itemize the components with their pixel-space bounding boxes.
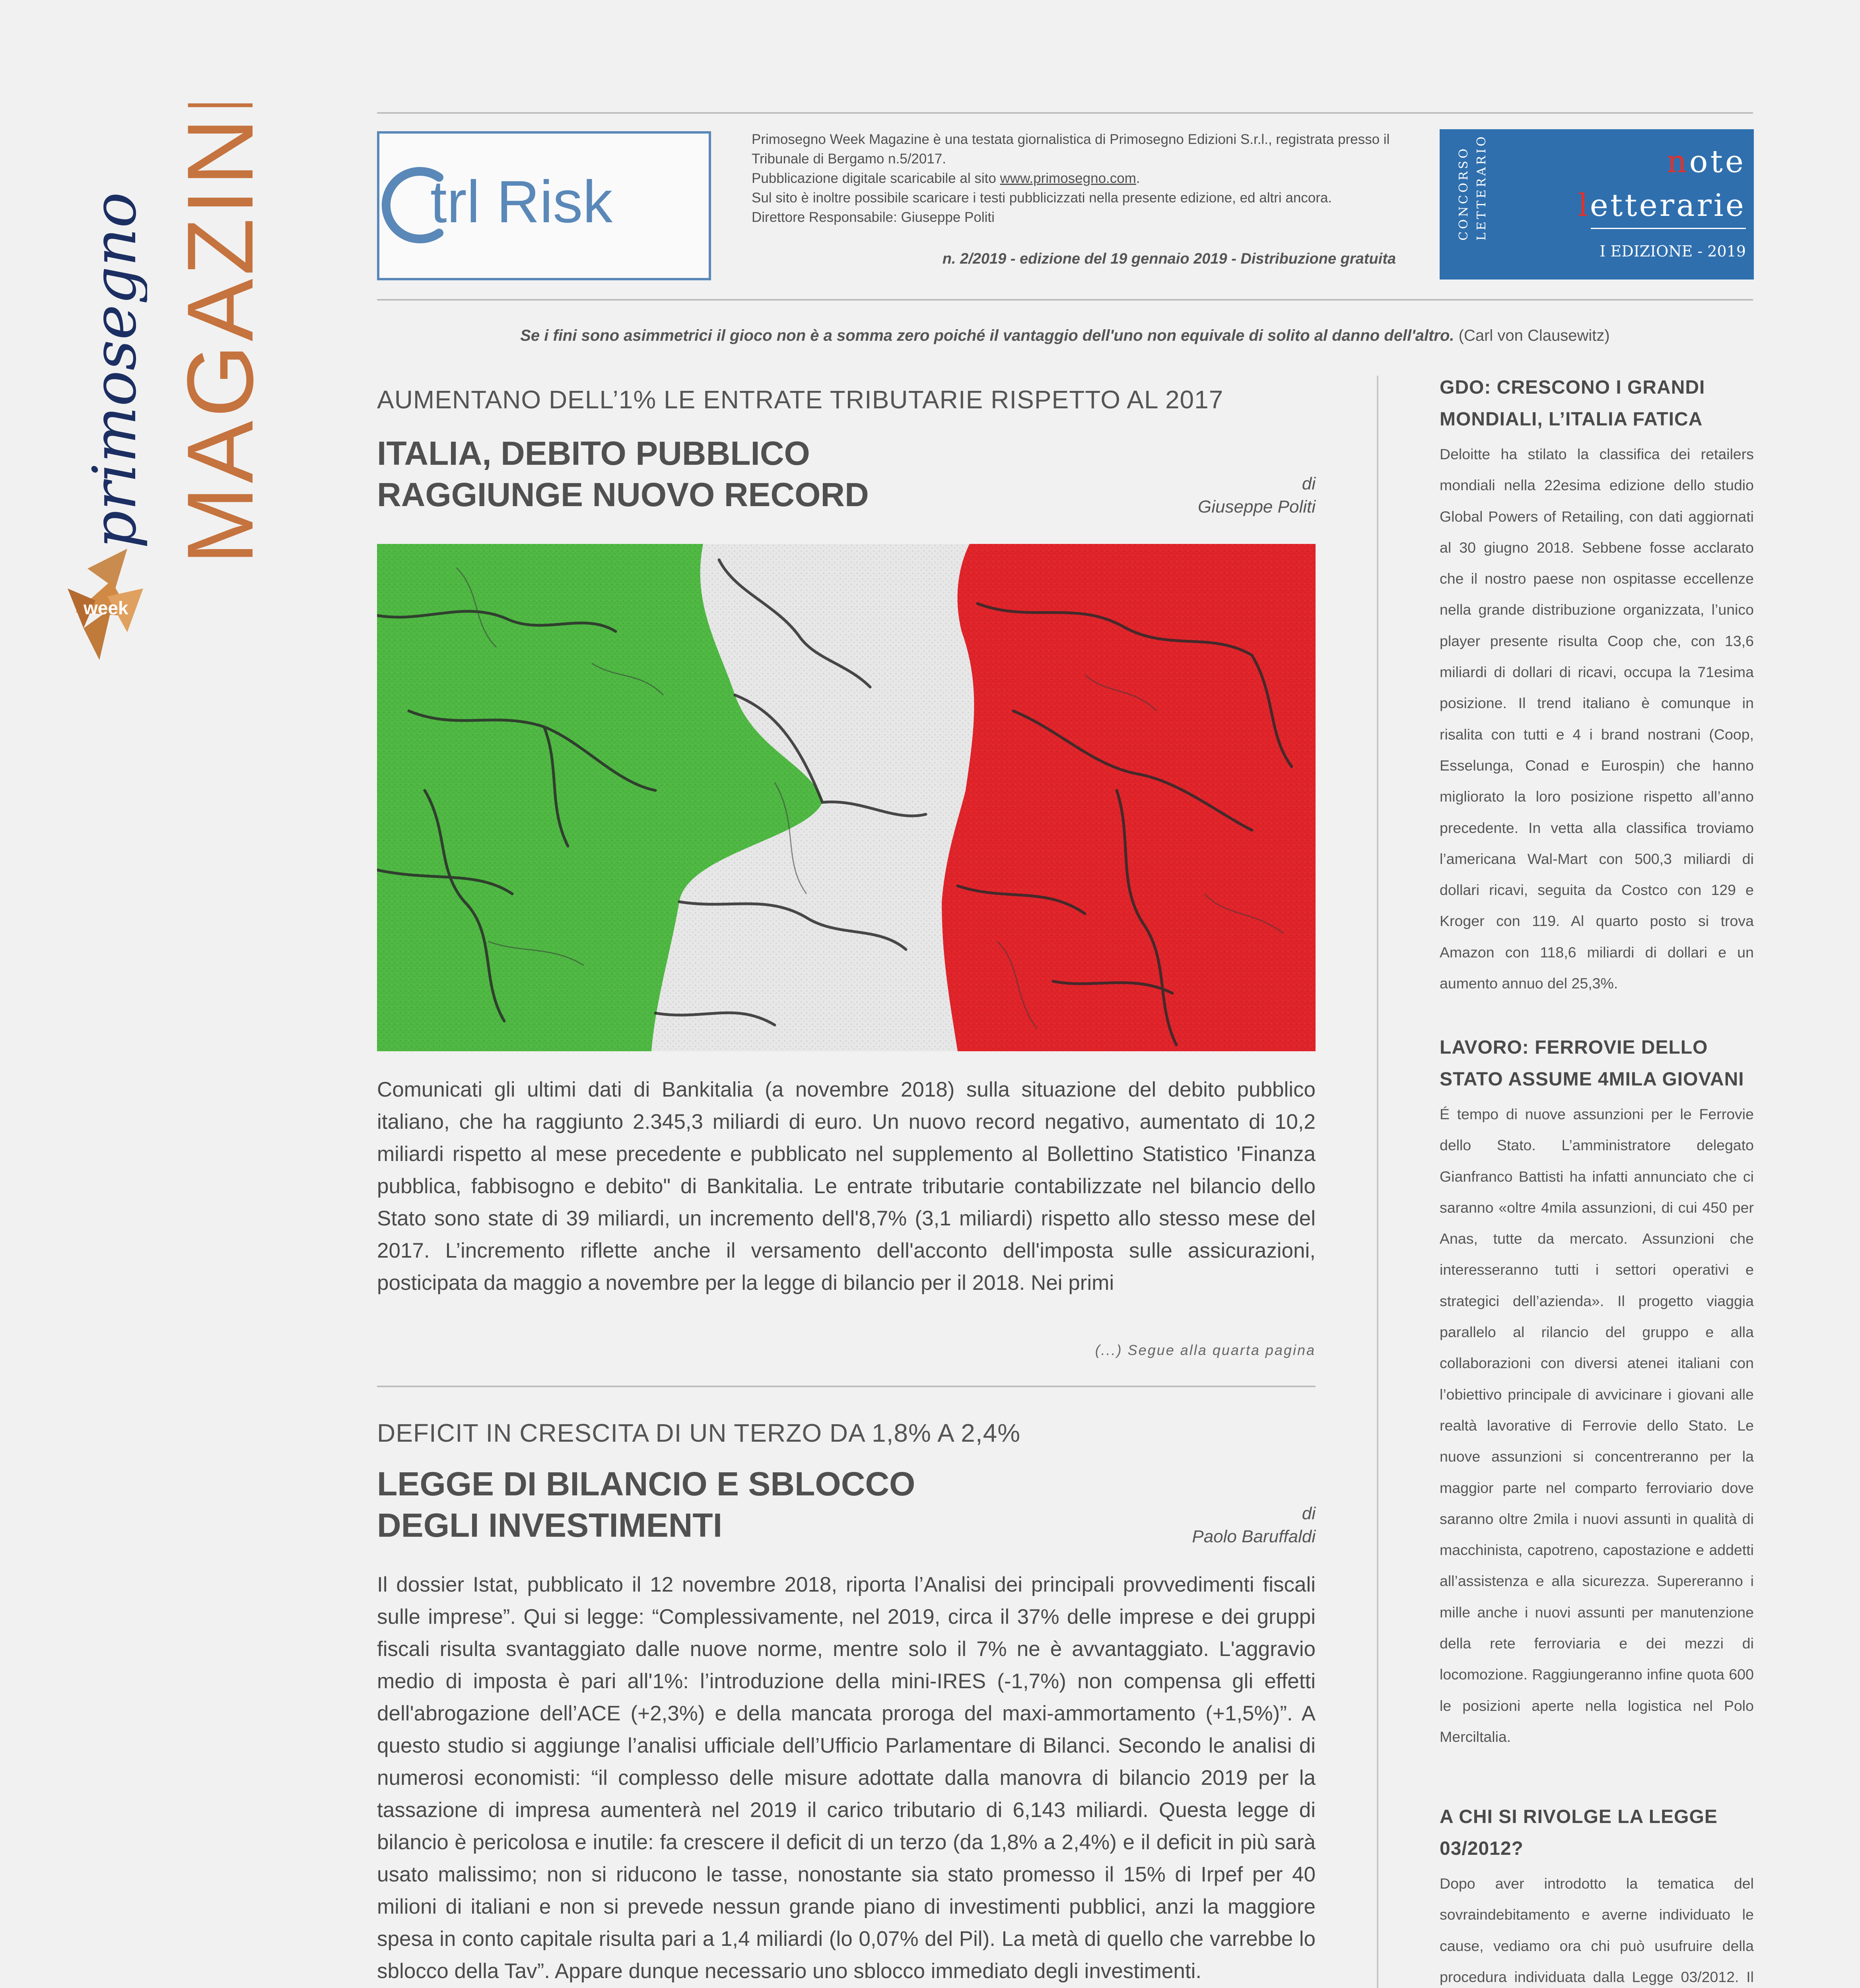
sidebar-article-ferrovie	[1440, 1032, 1754, 1752]
article2-byline: di Paolo Baruffaldi	[1074, 1502, 1316, 1548]
italy-flag-image	[377, 544, 1316, 1051]
pub-registration: Primosegno Week Magazine è una testata giornalistica di Primosegno Edizioni S.r.l., registrata presso il Tribunale di Bergamo n.5/2017.	[752, 132, 1390, 167]
article1-author: Giuseppe Politi	[1198, 497, 1316, 516]
svg-text:CONCORSO: CONCORSO	[1457, 146, 1471, 241]
article1-title[interactable]: ITALIA, DEBITO PUBBLICO RAGGIUNGE NUOVO RECORD	[377, 435, 869, 513]
magazine-text: MAGAZINE	[168, 103, 270, 565]
sidebar-gdo-body: Deloitte ha stilato la classifica dei retailers mondiali nella 22esima edizione dello studio Global Powers of Retailing, con dati aggiornati al 30 giugno 2018. Sebbene fosse acclarato che il nostro paese non ospitasse eccellenze nella grande distribuzione organizzata, l’unico player presente risulta Coop che, con 13,6 miliardi di dollari di ricavi, occupa la 71esima posizione. Il trend italiano è comunque in risalita con tutti e 4 i brand nostrani (Coop, Esselunga, Conad e Eurospin) che hanno migliorato la loro posizione rispetto all’anno precedente. In vetta alla classifica troviamo l’americana Wal-Mart con 500,3 miliardi di dollari ricavi, seguita da Costco con 129 e Kroger con 119. Al quarto posto si trova Amazon con 118,6 miliardi di dollari e un aumento annuo del 25,3%.	[1440, 446, 1754, 992]
column-divider	[1377, 376, 1378, 1988]
header-top-rule	[377, 112, 1753, 114]
pub-website-link[interactable]: www.primosegno.com	[1000, 171, 1136, 186]
sidebar-gdo-title[interactable]: GDO: CRESCONO I GRANDI MONDIALI, L’ITALIA FATICA	[1440, 377, 1705, 430]
pub-director: Direttore Responsabile: Giuseppe Politi	[752, 210, 995, 225]
article1-continue-link[interactable]: (...) Segue alla quarta pagina	[1095, 1342, 1316, 1358]
primosegno-logo	[60, 167, 147, 664]
header-bottom-rule	[377, 299, 1753, 301]
svg-text:letterarie: letterarie	[1578, 188, 1746, 223]
pub-download-text: Pubblicazione digitale scaricabile al sito	[752, 171, 996, 186]
article1-divider	[377, 1386, 1316, 1387]
pub-download-note: Sul sito è inoltre possibile scaricare i testi pubblicizzati nella presente edizione, ed altri ancora.	[752, 190, 1332, 206]
article1-byline: di Giuseppe Politi	[1074, 472, 1316, 518]
article2-title[interactable]: LEGGE DI BILANCIO E SBLOCCO DEGLI INVESTIMENTI	[377, 1465, 915, 1544]
article1-body: Comunicati gli ultimi dati di Bankitalia (a novembre 2018) sulla situazione del debito pubblico italiano, che ha raggiunto 2.345,3 miliardi di euro. Un nuovo record negativo, aumentato di 10,2 miliardi rispetto al mese precedente e pubblicato nel supplemento al Bollettino Statistico 'Finanza pubblica, fabbisogno e debito" di Bankitalia. Le entrate tributarie contabilizzate nel bilancio dello Stato sono state di 39 miliardi, un incremento dell'8,7% (3,1 miliardi) rispetto allo stesso mese del 2017. L’incremento riflette anche il versamento dell'acconto dell'imposta sulle assicurazioni, posticipata da maggio a novembre per la legge di bilancio per il 2018. Nei primi	[377, 1078, 1316, 1295]
ctrl-risk-logo	[377, 131, 711, 280]
sidebar-article-gdo	[1440, 372, 1754, 999]
issue-line: n. 2/2019 - edizione del 19 gennaio 2019 - Distribuzione gratuita	[942, 250, 1396, 267]
magazine-wordmark	[159, 103, 270, 580]
logo-text: trl Risk	[430, 168, 613, 235]
sidebar-article-legge	[1440, 1801, 1754, 1988]
sidebar-legge-title[interactable]: A CHI SI RIVOLGE LA LEGGE 03/2012?	[1440, 1806, 1718, 1859]
publication-info: Primosegno Week Magazine è una testata giornalistica di Primosegno Edizioni S.r.l., registrata presso il Tribunale di Bergamo n.5/2017. Pubblicazione digitale scaricabile al sito www.primosegno.com. Sul sito è inoltre possibile scaricare i testi pubblicizzati nella presente edizione, ed altri ancora. Direttore Responsabile: Giuseppe Politi	[752, 130, 1404, 227]
svg-text:I EDIZIONE - 2019: I EDIZIONE - 2019	[1600, 243, 1746, 260]
concorso-letterario-badge[interactable]	[1440, 129, 1754, 280]
sidebar-ferrovie-title[interactable]: LAVORO: FERROVIE DELLO STATO ASSUME 4MILA GIOVANI	[1440, 1037, 1744, 1090]
article2-kicker: DEFICIT IN CRESCITA DI UN TERZO DA 1,8% A 2,4%	[377, 1419, 1020, 1447]
sidebar-legge-body: Dopo aver introdotto la tematica del sovraindebitamento e averne individuato le cause, vediamo ora chi può usufruire della procedura individuata dalla Legge 03/2012. Il	[1440, 1875, 1754, 1985]
article2-author: Paolo Baruffaldi	[1192, 1527, 1316, 1546]
sidebar-ferrovie-body: É tempo di nuove assunzioni per le Ferrovie dello Stato. L’amministratore delegato Gianfranco Battisti ha infatti annunciato che ci saranno «oltre 4mila assunzioni, di cui 450 per Anas, tutte da mercato. Assunzioni che interesseranno tutti i settori operativi e strategici dell’azienda». Il progetto viaggia parallelo al rilancio del gruppo e alla collaborazioni con diversi atenei italiani con l’obiettivo principale di avvicinare i giovani alle realtà lavorative di Ferrovie dello Stato. Le nuove assunzioni si concentreranno per la maggior parte nel comparto ferroviario dove saranno oltre 2mila i nuovi assunti in qualità di macchinista, capotreno, capostazione e addetti all’assistenza e alla sicurezza. Supereranno i mille anche i nuovi assunti per manutenzione della rete ferroviaria e dei mezzi di locomozione. Raggiungeranno infine quota 600 le posizioni aperte nella logistica nel Polo Merciltalia.	[1440, 1106, 1754, 1745]
article1-kicker: AUMENTANO DELL’1% LE ENTRATE TRIBUTARIE RISPETTO AL 2017	[377, 385, 1224, 414]
week-badge-text: week	[84, 598, 128, 618]
svg-text:note: note	[1667, 144, 1746, 180]
primosegno-text: primosegno	[80, 192, 147, 549]
header-quote: Se i fini sono asimmetrici il gioco non è a somma zero poiché il vantaggio dell'uno non equivale di solito al danno dell'altro. (Carl von Clausewitz)	[520, 327, 1610, 344]
svg-text:LETTERARIO: LETTERARIO	[1475, 134, 1489, 241]
article2-body: Il dossier Istat, pubblicato il 12 novembre 2018, riporta l’Analisi dei principali provvedimenti fiscali sulle imprese”. Qui si legge: “Complessivamente, nel 2019, circa il 37% delle imprese e dei gruppi fiscali risulta svantaggiato dalle nuove norme, mentre solo il 7% ne è avvantaggiato. L'aggravio medio di imposta è pari all'1%: l’introduzione della mini-IRES (-1,7%) non compensa gli effetti dell'abrogazione dell’ACE (+2,3%) e della mancata proroga del maxi-ammortamento (+1,5%)”. A questo studio si aggiunge l’analisi ufficiale dell’Ufficio Parlamentare di Bilanci. Secondo le analisi di numerosi economisti: “il complesso delle misure adottate dalla manovra di bilancio 2019 per la tassazione di impresa aumenterà nel 2019 il carico tributario di 6,143 miliardi. Questa legge di bilancio è pericolosa e inutile: fa crescere il deficit di un terzo (da 1,8% a 2,4%) e il deficit in più sarà usato malissimo; non si riducono le tasse, nonostante sia stato promesso il 15% di Irpef per 40 milioni di italiani e non si prevede nessun grande piano di investimenti pubblici, anzi la maggiore spesa in conto capitale risulta pari a 1,4 miliardi (lo 0,07% del Pil). La metà di quello che varrebbe lo sblocco della Tav”. Appare dunque necessario uno sblocco immediato degli investimenti.	[377, 1573, 1316, 1983]
